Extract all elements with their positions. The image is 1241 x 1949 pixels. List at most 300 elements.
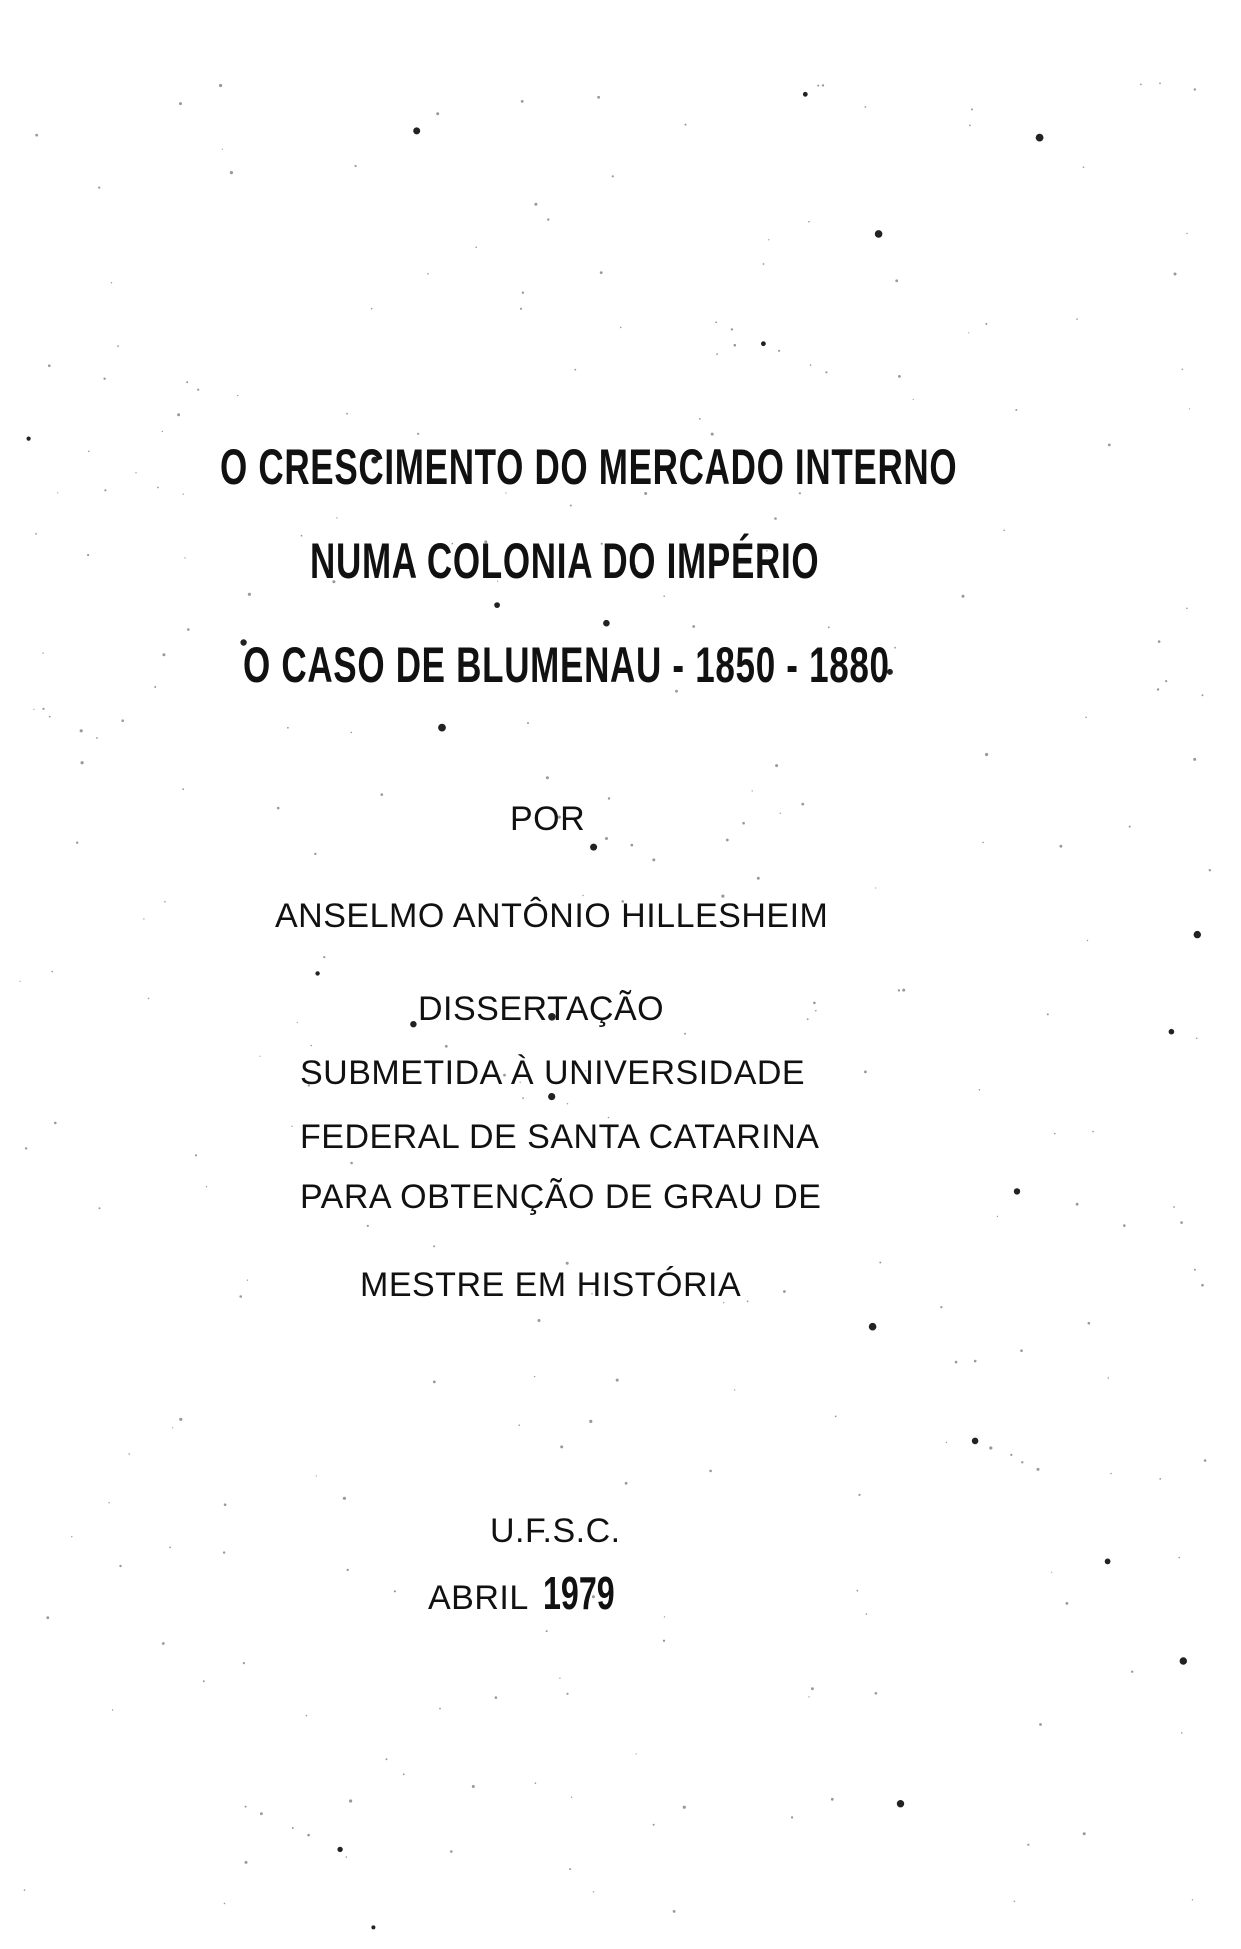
speck — [1105, 1559, 1111, 1565]
speck — [895, 279, 898, 282]
speck — [1194, 88, 1196, 90]
speck — [247, 1280, 248, 1281]
speck — [858, 1494, 860, 1496]
speck — [433, 1381, 436, 1384]
speck — [913, 399, 914, 400]
speck — [709, 1470, 712, 1473]
speck — [875, 1692, 878, 1695]
speck — [135, 472, 136, 473]
speck — [1010, 1454, 1012, 1456]
speck — [831, 1798, 834, 1801]
speck — [866, 1613, 868, 1615]
speck — [57, 492, 58, 493]
speck — [625, 1482, 628, 1485]
speck — [940, 1306, 942, 1308]
speck — [35, 134, 38, 137]
speck — [51, 971, 53, 973]
speck — [897, 1800, 904, 1807]
speck — [42, 708, 44, 710]
speck — [337, 1847, 342, 1852]
speck — [879, 1262, 881, 1264]
speck — [570, 505, 572, 507]
speck — [394, 1590, 396, 1592]
author-name: ANSELMO ANTÔNIO HILLESHEIM — [275, 897, 829, 935]
speck — [355, 165, 357, 167]
speck — [222, 149, 223, 150]
speck — [968, 332, 969, 333]
speck — [985, 323, 987, 325]
speck — [699, 418, 701, 420]
speck — [989, 1446, 992, 1449]
speck — [780, 813, 781, 814]
speck — [783, 1290, 786, 1293]
speck — [162, 431, 163, 432]
speck — [778, 350, 780, 352]
speck — [245, 1861, 248, 1864]
speck — [103, 378, 105, 380]
speck — [1003, 530, 1005, 532]
speck — [179, 1418, 182, 1421]
speck — [752, 790, 753, 791]
speck — [371, 308, 373, 310]
speck — [224, 1503, 227, 1506]
speck — [946, 1442, 947, 1443]
speck — [1020, 1349, 1023, 1352]
speck — [323, 956, 325, 958]
speck — [835, 1416, 837, 1418]
speck — [711, 433, 714, 436]
speck — [1085, 717, 1087, 719]
speck — [46, 1616, 49, 1619]
speck — [1157, 688, 1159, 690]
speck — [869, 1323, 877, 1331]
speck — [1174, 273, 1177, 276]
speck — [33, 709, 34, 710]
title-line-2: NUMA COLONIA DO IMPÉRIO — [310, 533, 820, 589]
speck — [630, 844, 633, 847]
speck — [25, 1147, 27, 1149]
speck — [865, 106, 867, 108]
speck — [1076, 1203, 1079, 1206]
speck — [230, 171, 233, 174]
speck — [224, 1903, 226, 1905]
speck — [347, 1569, 349, 1571]
speck — [49, 716, 51, 718]
speck — [1131, 1671, 1133, 1673]
speck — [979, 1089, 981, 1091]
speck — [1123, 1224, 1126, 1227]
speck — [546, 776, 549, 779]
speck — [1186, 608, 1188, 610]
speck — [1192, 1899, 1193, 1900]
speck — [653, 1824, 655, 1826]
speck — [673, 1910, 676, 1913]
speck — [1193, 758, 1196, 761]
speck — [1173, 1206, 1175, 1208]
speck — [815, 1010, 817, 1012]
speck — [761, 341, 766, 346]
speck — [314, 853, 316, 855]
speck — [1186, 233, 1187, 234]
speck — [589, 1420, 592, 1423]
speck — [857, 1590, 859, 1592]
speck — [96, 737, 98, 739]
speck — [98, 187, 100, 189]
speck — [186, 381, 188, 383]
speck — [495, 1696, 498, 1699]
speck — [726, 839, 729, 842]
speck — [203, 1680, 205, 1682]
speck — [664, 1616, 665, 1617]
speck — [560, 1445, 563, 1448]
speck — [716, 353, 718, 355]
speck — [346, 1856, 348, 1858]
speck — [1158, 640, 1161, 643]
speck — [20, 981, 21, 982]
speck — [260, 1812, 263, 1815]
speck — [154, 686, 156, 688]
speck — [520, 308, 522, 310]
speck — [413, 127, 420, 134]
speck — [27, 437, 31, 441]
speck — [35, 533, 37, 535]
speck — [1159, 83, 1161, 85]
speck — [119, 1565, 121, 1567]
speck — [143, 918, 144, 919]
description-line-4: PARA OBTENÇÃO DE GRAU DE — [300, 1178, 822, 1216]
speck — [600, 271, 603, 274]
speck — [157, 487, 159, 489]
speck — [571, 1797, 572, 1798]
speck — [371, 1925, 375, 1929]
speck — [566, 1262, 569, 1265]
title-line-1: O CRESCIMENTO DO MERCADO INTERNO — [220, 439, 958, 495]
speck — [620, 327, 622, 329]
speck — [291, 1126, 292, 1127]
speck — [1027, 1844, 1029, 1846]
speck — [336, 517, 337, 518]
speck — [1182, 369, 1184, 371]
speck — [187, 628, 190, 631]
speck — [112, 1709, 113, 1710]
speck — [111, 282, 112, 283]
speck — [169, 1547, 171, 1549]
speck — [239, 1295, 242, 1298]
speck — [828, 626, 830, 628]
speck — [88, 451, 90, 453]
speck — [1196, 1038, 1198, 1040]
speck — [245, 1806, 247, 1808]
speck — [1054, 1133, 1056, 1135]
speck — [1110, 1473, 1112, 1475]
speck — [547, 218, 549, 220]
date-month: ABRIL — [428, 1579, 529, 1617]
speck — [494, 602, 500, 608]
speck — [1039, 1723, 1042, 1726]
speck — [1202, 694, 1204, 696]
speck — [538, 1319, 541, 1322]
speck — [1037, 1468, 1040, 1471]
speck — [172, 1427, 173, 1428]
speck — [757, 877, 760, 880]
date-year: 1979 — [542, 1567, 615, 1619]
speck — [343, 1497, 346, 1500]
speck — [386, 1758, 388, 1760]
speck — [763, 263, 765, 265]
speck — [692, 625, 695, 628]
by-label: POR — [510, 800, 586, 838]
speck — [162, 653, 165, 656]
speck — [1087, 940, 1088, 941]
speck — [450, 1850, 453, 1853]
description-line-2: SUBMETIDA À UNIVERSIDADE — [300, 1054, 806, 1092]
speck — [567, 1103, 568, 1104]
speck — [652, 858, 655, 861]
speck — [316, 1475, 317, 1476]
speck — [349, 1799, 352, 1802]
speck — [42, 652, 43, 653]
speck — [603, 620, 610, 627]
speck — [1014, 1188, 1020, 1194]
speck — [663, 595, 665, 597]
speck — [546, 1630, 548, 1632]
speck — [684, 1033, 686, 1035]
speck — [410, 1021, 416, 1027]
speck — [248, 593, 251, 596]
speck — [803, 92, 808, 97]
speck — [521, 100, 524, 103]
speck — [1083, 1832, 1086, 1835]
speck — [969, 125, 971, 127]
speck — [1159, 1478, 1161, 1480]
speck — [301, 535, 303, 537]
speck — [1201, 1284, 1204, 1287]
speck — [183, 494, 184, 495]
speck — [1194, 1269, 1196, 1271]
speck — [1051, 1572, 1052, 1573]
title-line-3: O CASO DE BLUMENAU - 1850 - 1880 — [243, 637, 890, 693]
speck — [663, 1640, 665, 1642]
speck — [54, 1122, 57, 1125]
speck — [128, 1453, 130, 1455]
speck — [117, 345, 119, 347]
speck — [518, 1424, 520, 1426]
speck — [148, 998, 150, 1000]
speck — [1014, 1901, 1016, 1903]
speck — [597, 96, 600, 99]
speck — [522, 1097, 524, 1099]
speck — [367, 1225, 369, 1227]
speck — [243, 1662, 245, 1664]
speck — [574, 369, 576, 371]
speck — [811, 1687, 814, 1690]
speck — [1180, 1657, 1187, 1664]
speck — [875, 887, 876, 888]
speck — [1129, 826, 1131, 828]
speck — [223, 1551, 225, 1553]
speck — [742, 822, 745, 825]
speck — [1108, 444, 1111, 447]
speck — [747, 1301, 749, 1303]
speck — [972, 1438, 979, 1445]
speck — [417, 433, 419, 435]
speck — [534, 1376, 535, 1377]
speck — [1092, 1131, 1094, 1133]
speck — [612, 175, 614, 177]
description-line-1: DISSERTAÇÃO — [418, 990, 665, 1028]
speck — [184, 557, 185, 558]
speck — [1189, 408, 1190, 409]
speck — [81, 761, 84, 764]
speck — [605, 837, 608, 840]
speck — [237, 395, 238, 396]
speck — [1060, 845, 1063, 848]
speck — [813, 1002, 816, 1005]
speck — [351, 732, 353, 734]
speck — [306, 1715, 308, 1717]
speck — [1204, 1459, 1207, 1462]
description-line-3: FEDERAL DE SANTA CATARINA — [300, 1118, 820, 1156]
speck — [1076, 318, 1078, 320]
speck — [1047, 1013, 1049, 1015]
speck — [569, 1868, 571, 1870]
speck — [898, 375, 901, 378]
speck — [310, 1045, 312, 1047]
speck — [527, 722, 529, 724]
speck — [1140, 84, 1142, 86]
speck — [810, 364, 812, 366]
speck — [898, 989, 900, 991]
speck — [864, 1071, 867, 1074]
speck — [292, 1827, 294, 1829]
speck — [1181, 1732, 1183, 1734]
speck — [472, 1785, 475, 1788]
speck — [982, 842, 984, 844]
speck — [534, 203, 537, 206]
speck — [346, 413, 348, 415]
speck — [775, 764, 778, 767]
speck — [894, 647, 896, 649]
speck — [287, 727, 289, 729]
speck — [559, 1678, 560, 1679]
speck — [439, 1708, 441, 1710]
speck — [1108, 1377, 1110, 1379]
description-line-5: MESTRE EM HISTÓRIA — [360, 1266, 742, 1304]
speck — [582, 895, 583, 896]
speck — [164, 901, 166, 903]
speck — [438, 724, 446, 732]
speck — [427, 273, 429, 275]
speck — [381, 793, 384, 796]
speck — [260, 1056, 261, 1057]
speck — [808, 1696, 809, 1697]
speck — [1194, 931, 1201, 938]
speck — [436, 112, 439, 115]
speck — [403, 1773, 405, 1775]
speck — [791, 1816, 793, 1818]
speck — [608, 797, 610, 799]
speck — [315, 971, 319, 975]
speck — [1088, 1322, 1091, 1325]
speck — [768, 239, 769, 240]
speck — [808, 221, 810, 223]
speck — [985, 753, 988, 756]
speck — [683, 1806, 686, 1809]
speck — [197, 389, 199, 391]
speck — [1165, 680, 1167, 682]
speck — [277, 807, 280, 810]
speck — [801, 803, 804, 806]
speck — [99, 1207, 101, 1209]
speck — [1178, 1557, 1180, 1559]
speck — [1036, 134, 1044, 142]
speck — [219, 84, 222, 87]
speck — [807, 1018, 809, 1020]
speck — [1021, 1461, 1023, 1463]
speck — [997, 1216, 998, 1217]
speck — [616, 1379, 619, 1382]
speck — [817, 85, 819, 87]
speck — [162, 1642, 165, 1645]
speck — [522, 292, 524, 294]
speck — [307, 1834, 310, 1837]
speck — [1066, 1602, 1069, 1605]
institution: U.F.S.C. — [490, 1512, 621, 1550]
speck — [1180, 1221, 1183, 1224]
speck — [121, 719, 124, 722]
speck — [1015, 409, 1017, 411]
speck — [104, 489, 106, 491]
speck — [1169, 1029, 1175, 1035]
speck — [636, 1753, 637, 1754]
speck — [566, 1693, 568, 1695]
speck — [195, 1154, 197, 1156]
speck — [875, 230, 883, 238]
speck — [350, 1162, 353, 1165]
date-line — [428, 1566, 645, 1620]
speck — [475, 247, 477, 249]
speck — [108, 1502, 109, 1503]
speck — [955, 1361, 958, 1364]
speck — [182, 788, 184, 790]
speck — [445, 1045, 448, 1048]
speck — [590, 844, 597, 851]
speck — [774, 517, 777, 520]
speck — [206, 1186, 207, 1187]
speck — [179, 102, 182, 105]
speck — [535, 1782, 537, 1784]
speck — [731, 328, 733, 330]
speck — [48, 364, 51, 367]
speck — [962, 595, 965, 598]
speck — [1083, 166, 1085, 168]
speck — [593, 1891, 594, 1892]
speck — [297, 1022, 298, 1023]
speck — [24, 1889, 26, 1891]
speck — [1209, 869, 1211, 871]
speck — [80, 729, 83, 732]
speck — [433, 1245, 435, 1247]
speck — [177, 413, 180, 416]
speck — [685, 124, 687, 126]
speck — [71, 1536, 72, 1537]
speck — [715, 321, 717, 323]
speck — [902, 989, 905, 992]
speck — [87, 554, 89, 556]
speck — [734, 1389, 735, 1390]
speck — [734, 344, 737, 347]
speck — [548, 1093, 555, 1100]
